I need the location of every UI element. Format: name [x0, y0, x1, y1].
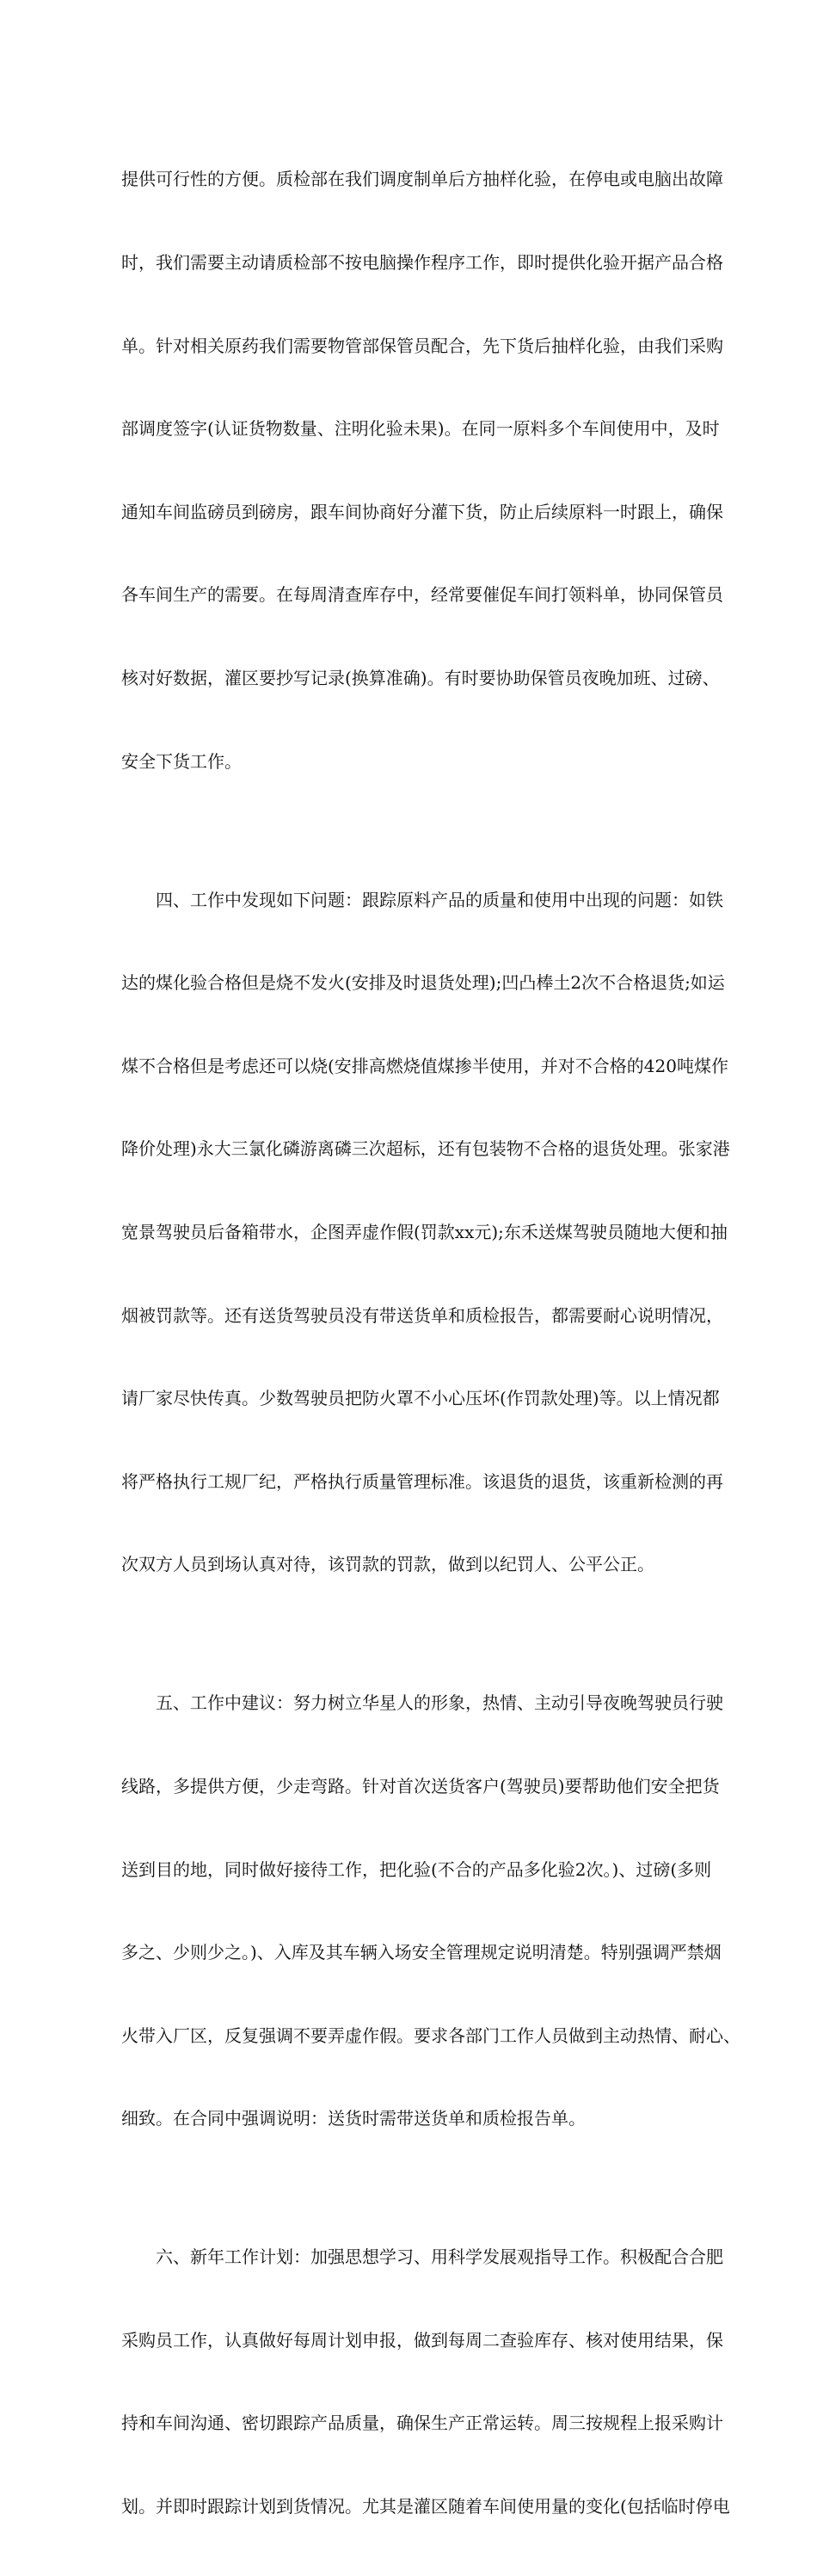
text-line: 线路，多提供方便，少走弯路。针对首次送货客户(驾驶员)要帮助他们安全把货 [121, 1775, 720, 1796]
text-line-content: 六、新年工作计划：加强思想学习、用科学发展观指导工作。积极配合合肥 [156, 2246, 723, 2268]
text-line: 火带入厂区，反复强调不要弄虚作假。要求各部门工作人员做到主动热情、耐心、 [121, 2024, 740, 2046]
text-line: 通知车间监磅员到磅房，跟车间协商好分灌下货，防止后续原料一时跟上，确保 [121, 501, 723, 522]
text-line: 煤不合格但是考虑还可以烧(安排高燃烧值煤掺半使用，并对不合格的420吨煤作 [121, 1055, 728, 1076]
text-line: 降价处理)永大三氯化磷游离磷三次超标，还有包装物不合格的退货处理。张家港 [121, 1138, 730, 1160]
document-body [121, 110, 740, 2576]
text-line: 次双方人员到场认真对待，该罚款的罚款，做到以纪罚人、公平公正。 [121, 1554, 654, 1575]
paragraph-3 [121, 1634, 740, 2188]
text-line: 采购员工作，认真做好每周计划申报，做到每周二查验库存、核对使用结果，保 [121, 2329, 723, 2351]
paragraph-4 [121, 2188, 730, 2576]
text-line: 核对好数据，灌区要抄写记录(换算准确)。有时要协助保管员夜晚加班、过磅、 [121, 667, 720, 688]
text-line: 安全下货工作。 [121, 750, 242, 772]
paragraph-1 [121, 110, 723, 830]
text-line: 烟被罚款等。还有送货驾驶员没有带送货单和质检报告，都需要耐心说明情况， [121, 1304, 723, 1326]
text-line [121, 1689, 723, 1716]
text-line: 细致。在合同中强调说明：送货时需带送货单和质检报告单。 [121, 2108, 586, 2129]
text-line: 持和车间沟通、密切跟踪产品质量，确保生产正常运转。周三按规程上报采购计 [121, 2413, 723, 2434]
text-line: 达的煤化验合格但是烧不发火(安排及时退货处理);凹凸棒土2次不合格退货;如运 [121, 972, 725, 994]
text-line: 请厂家尽快传真。少数驾驶员把防火罩不小心压坏(作罚款处理)等。以上情况都 [121, 1388, 720, 1409]
text-line-content: 五、工作中建议：努力树立华星人的形象，热情、主动引导夜晚驾驶员行驶 [156, 1692, 723, 1714]
text-line: 各车间生产的需要。在每周清查库存中，经常要催促车间打领料单，协同保管员 [121, 584, 723, 606]
text-line: 提供可行性的方便。质检部在我们调度制单后方抽样化验，在停电或电脑出故障 [121, 169, 723, 190]
text-line: 部调度签字(认证货物数量、注明化验未果)。在同一原料多个车间使用中，及时 [121, 418, 720, 440]
text-line-content: 四、工作中发现如下问题：跟踪原料产品的质量和使用中出现的问题：如铁 [156, 889, 723, 910]
text-line: 送到目的地，同时做好接待工作，把化验(不合的产品多化验2次。)、过磅(多则 [121, 1858, 712, 1880]
text-line: 单。针对相关原药我们需要物管部保管员配合，先下货后抽样化验，由我们采购 [121, 335, 723, 356]
text-line: 宽景驾驶员后备箱带水，企图弄虚作假(罚款xx元);东禾送煤驾驶员随地大便和抽 [121, 1221, 728, 1242]
paragraph-2 [121, 830, 730, 1634]
text-line: 多之、少则少之。)、入库及其车辆入场安全管理规定说明清楚。特别强调严禁烟 [121, 1942, 722, 1963]
text-line: 将严格执行工规厂纪，严格执行质量管理标准。该退货的退货，该重新检测的再 [121, 1470, 723, 1492]
text-line: 划。并即时跟踪计划到货情况。尤其是灌区随着车间使用量的变化(包括临时停电 [121, 2496, 730, 2517]
text-line: 时，我们需要主动请质检部不按电脑操作程序工作，即时提供化验开据产品合格 [121, 252, 723, 273]
text-line [121, 886, 723, 914]
text-line [121, 2243, 723, 2271]
